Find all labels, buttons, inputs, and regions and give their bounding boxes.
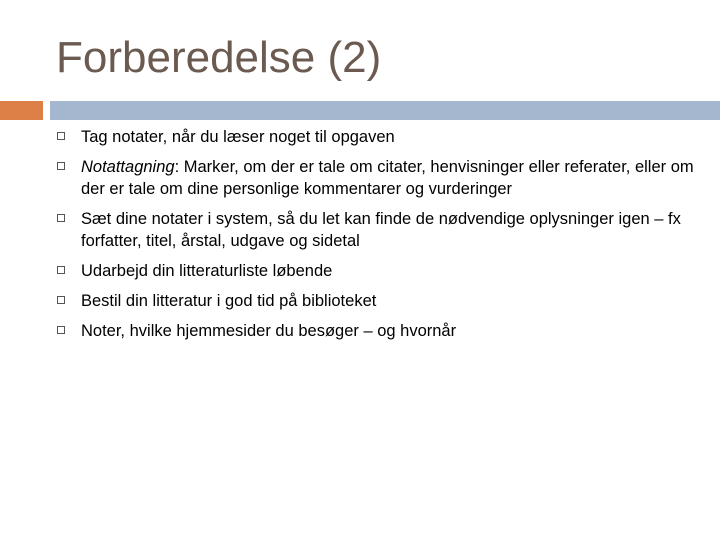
title-accent-bar	[0, 101, 43, 120]
slide-title: Forberedelse (2)	[56, 33, 382, 82]
square-bullet-icon	[57, 132, 65, 140]
square-bullet-icon	[57, 326, 65, 334]
square-bullet-icon	[57, 296, 65, 304]
title-rule-bar	[50, 101, 720, 120]
square-bullet-icon	[57, 266, 65, 274]
bullet-item	[56, 126, 696, 148]
bullet-item	[56, 156, 696, 200]
bullet-text: Bestil din litteratur i god tid på biblioteket	[81, 292, 377, 310]
bullet-text: Udarbejd din litteraturliste løbende	[81, 262, 333, 280]
square-bullet-icon	[57, 214, 65, 222]
bullet-emphasis: Notattagning	[81, 158, 175, 176]
bullet-item	[56, 290, 696, 312]
bullet-text: Sæt dine notater i system, så du let kan finde de nødvendige oplysninger igen – fx forfatter, titel, årstal, udgave og sidetal	[81, 210, 681, 250]
bullet-item	[56, 208, 696, 252]
bullet-item	[56, 260, 696, 282]
bullet-text: : Marker, om der er tale om citater, henvisninger eller referater, eller om der er tale om dine personlige kommentarer og vurderinger	[81, 158, 694, 198]
bullet-text: Noter, hvilke hjemmesider du besøger – og hvornår	[81, 322, 457, 340]
bullet-item	[56, 320, 696, 342]
bullet-text: Tag notater, når du læser noget til opgaven	[81, 128, 395, 146]
square-bullet-icon	[57, 162, 65, 170]
bullet-list	[56, 124, 696, 342]
